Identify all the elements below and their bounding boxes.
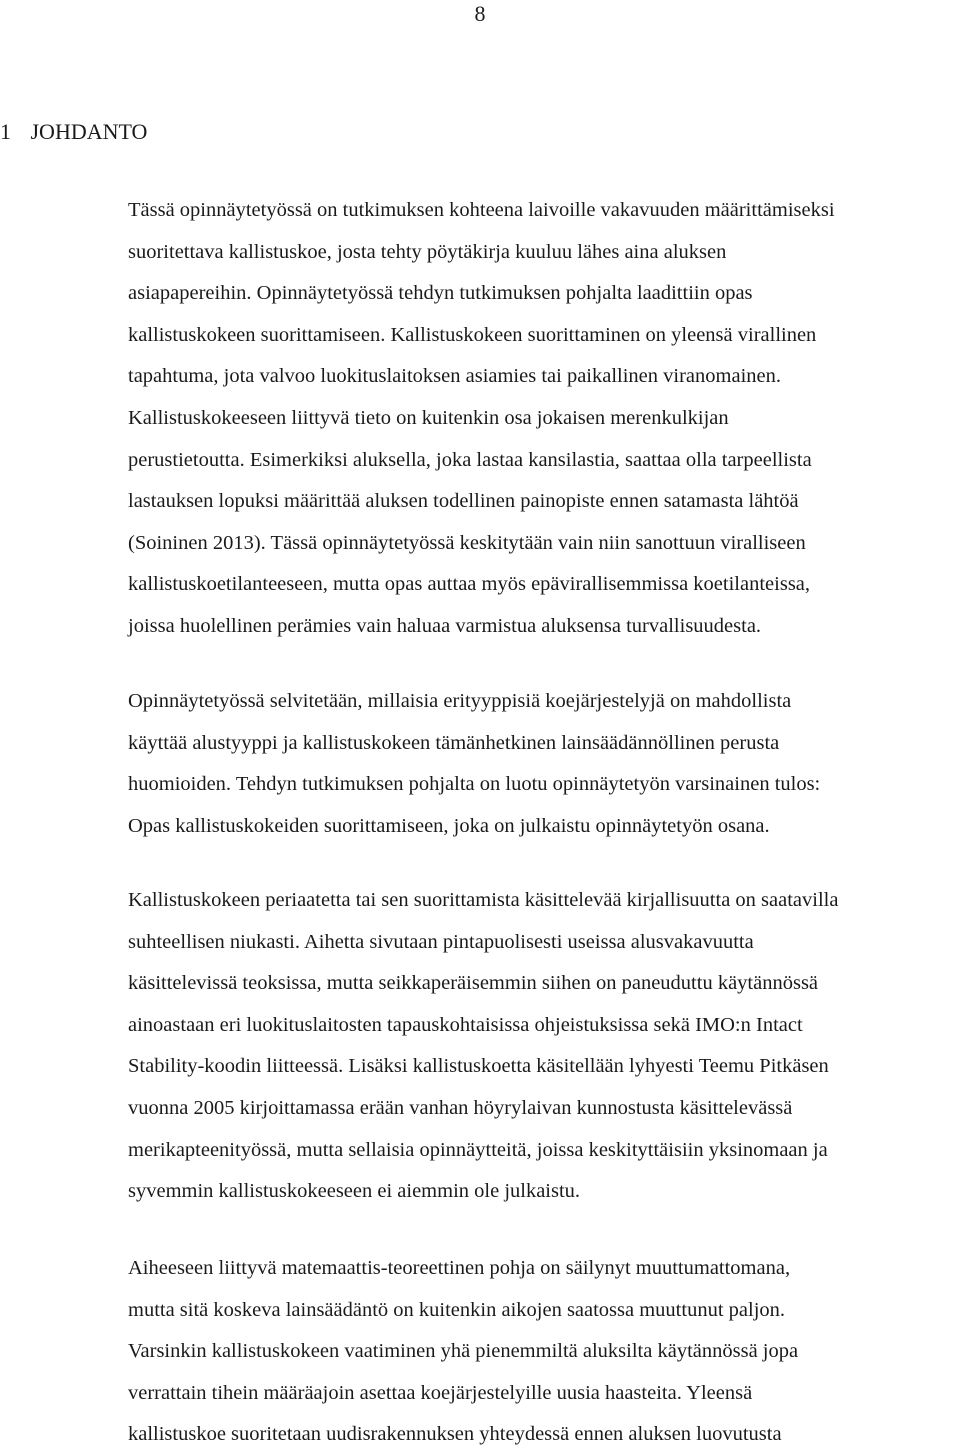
paragraph-line: kallistuskoe suoritetaan uudisrakennuksen yhteydessä ennen aluksen luovutusta bbox=[128, 1423, 782, 1446]
paragraph-line: kallistuskoetilanteeseen, mutta opas auttaa myös epävirallisemmissa koetilanteissa, bbox=[128, 573, 811, 596]
paragraph-line: käyttää alustyyppi ja kallistuskokeen tämänhetkinen lainsäädännöllinen perusta bbox=[128, 731, 780, 754]
chapter-title: JOHDANTO bbox=[30, 119, 148, 144]
paragraph-line: Kallistuskokeeseen liittyvä tieto on kuitenkin osa jokaisen merenkulkijan bbox=[128, 406, 729, 429]
paragraph-line: suoritettava kallistuskoe, josta tehty pöytäkirja kuuluu lähes aina aluksen bbox=[128, 240, 727, 263]
paragraph-line: suhteellisen niukasti. Aihetta sivutaan pintapuolisesti useissa alusvakavuutta bbox=[128, 930, 754, 953]
paragraph-line: syvemmin kallistuskokeeseen ei aiemmin ole julkaistu. bbox=[128, 1180, 581, 1203]
paragraph-line: asiapapereihin. Opinnäytetyössä tehdyn tutkimuksen pohjalta laadittiin opas bbox=[128, 282, 753, 305]
paragraph-line: perustietoutta. Esimerkiksi aluksella, joka lastaa kansilastia, saattaa olla tarpeellista bbox=[128, 448, 812, 471]
paragraph-line: ainoastaan eri luokituslaitosten tapauskohtaisissa ohjeistuksissa sekä IMO:n Intact bbox=[128, 1013, 803, 1036]
paragraph-line: Stability-koodin liitteessä. Lisäksi kallistuskoetta käsitellään lyhyesti Teemu Pitkäsen bbox=[128, 1055, 829, 1078]
paragraph-line: kallistuskokeen suorittamiseen. Kallistuskokeen suorittaminen on yleensä virallinen bbox=[128, 323, 817, 346]
paragraph-line: tapahtuma, jota valvoo luokituslaitoksen asiamies tai paikallinen viranomainen. bbox=[128, 365, 781, 388]
paragraph-4 bbox=[128, 1248, 960, 1456]
paragraph-line: Tässä opinnäytetyössä on tutkimuksen kohteena laivoille vakavuuden määrittämiseksi bbox=[128, 199, 835, 221]
paragraph-line: joissa huolellinen perämies vain haluaa varmistua aluksensa turvallisuudesta. bbox=[128, 614, 762, 637]
chapter-number: 1 bbox=[0, 119, 11, 144]
paragraph-3 bbox=[128, 880, 960, 1213]
paragraph-2 bbox=[128, 681, 960, 847]
paragraph-line: mutta sitä koskeva lainsäädäntö on kuitenkin aikojen saatossa muuttunut paljon. bbox=[128, 1298, 786, 1321]
paragraph-line: Aiheeseen liittyvä matemaattis-teoreettinen pohja on säilynyt muuttumattomana, bbox=[128, 1257, 791, 1279]
paragraph-line: Opas kallistuskokeiden suorittamiseen, joka on julkaistu opinnäytetyön osana. bbox=[128, 814, 770, 837]
paragraph-line: Opinnäytetyössä selvitetään, millaisia erityyppisiä koejärjestelyjä on mahdollista bbox=[128, 690, 792, 712]
paragraph-line: Varsinkin kallistuskokeen vaatiminen yhä pienemmiltä aluksilta käytännössä jopa bbox=[128, 1340, 799, 1363]
chapter-heading bbox=[0, 118, 147, 146]
paragraph-line: verrattain tihein määräajoin asettaa koejärjestelyille uusia haasteita. Yleensä bbox=[128, 1381, 753, 1404]
paragraph-line: lastauksen lopuksi määrittää aluksen todellinen painopiste ennen satamasta lähtöä bbox=[128, 490, 799, 513]
paragraph-line: merikapteenityössä, mutta sellaisia opinnäytteitä, joissa keskityttäisiin yksinomaan ja bbox=[128, 1138, 828, 1161]
paragraph-line: Kallistuskokeen periaatetta tai sen suorittamista käsittelevää kirjallisuutta on saatavilla bbox=[128, 889, 839, 911]
paragraph-line: (Soininen 2013). Tässä opinnäytetyössä keskitytään vain niin sanottuun viralliseen bbox=[128, 531, 806, 554]
paragraph-line: vuonna 2005 kirjoittamassa erään vanhan höyrylaivan kunnostusta käsittelevässä bbox=[128, 1096, 793, 1119]
page-number: 8 bbox=[474, 1, 486, 26]
paragraph-1 bbox=[128, 190, 960, 648]
paragraph-line: huomioiden. Tehdyn tutkimuksen pohjalta on luotu opinnäytetyön varsinainen tulos: bbox=[128, 773, 821, 796]
paragraph-line: käsittelevissä teoksissa, mutta seikkaperäisemmin siihen on paneuduttu käytännössä bbox=[128, 972, 819, 995]
